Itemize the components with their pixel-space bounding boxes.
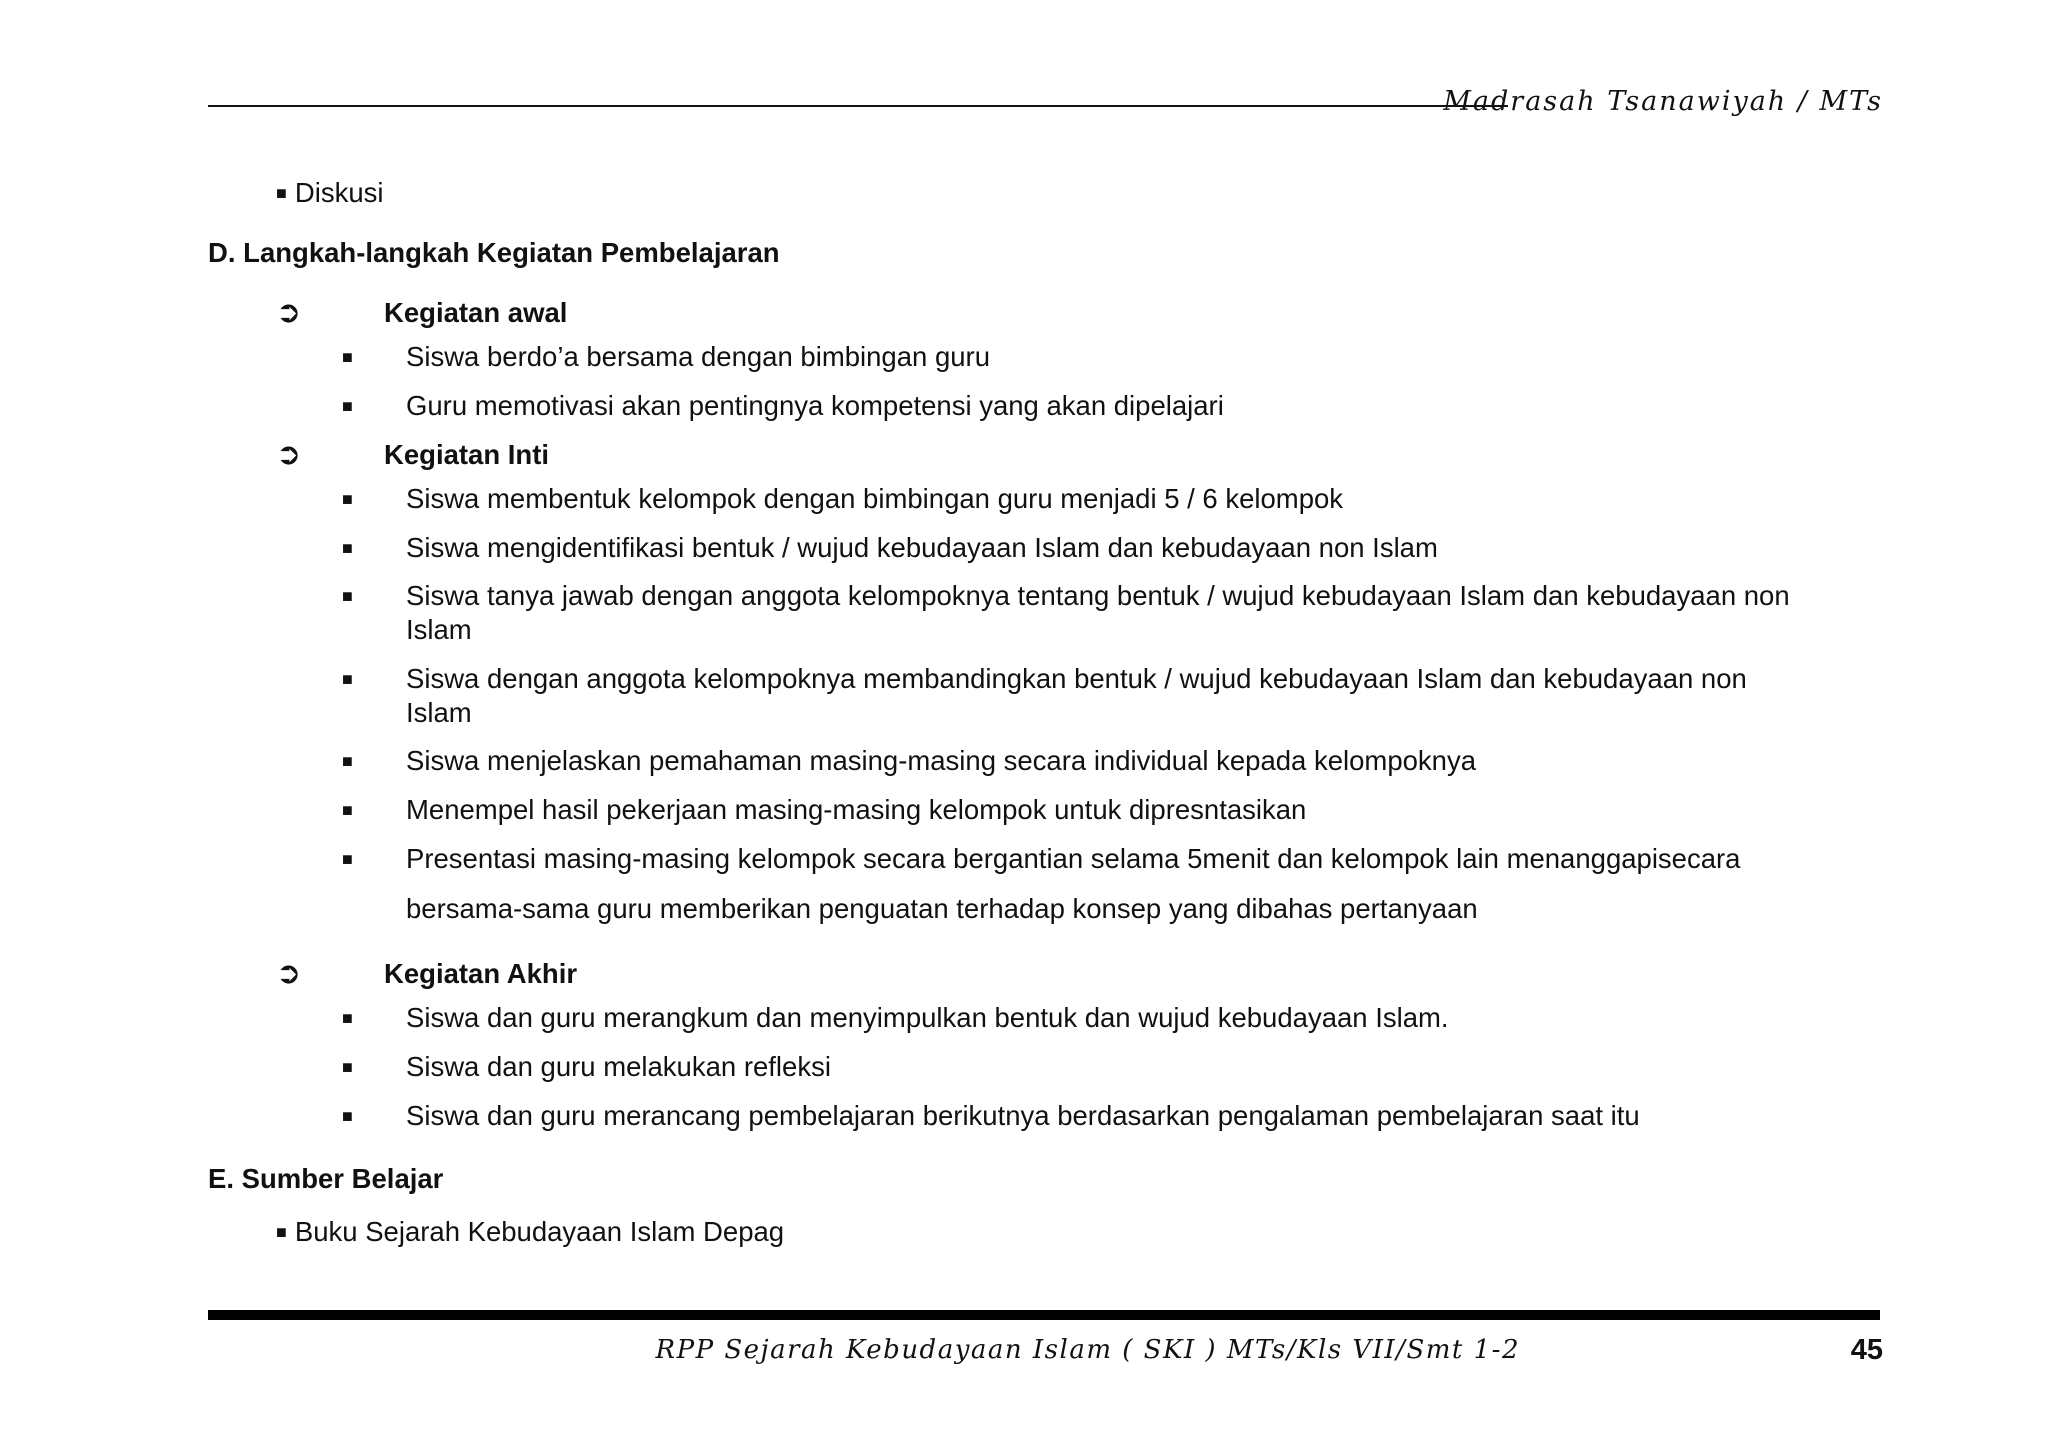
section-e-item-text: Buku Sejarah Kebudayaan Islam Depag [294,1216,785,1247]
arrow-bullet-icon: ➲ [276,437,302,472]
list-item-continuation: bersama-sama guru memberikan penguatan terhadap konsep yang dibahas pertanyaan [406,893,1478,924]
section-d-title: D. Langkah-langkah Kegiatan Pembelajaran [208,237,780,268]
bullet-icon: ■ [276,1222,287,1242]
header-title: Madrasah Tsanawiyah / MTs [1443,86,1883,117]
square-bullet-icon: ■ [342,800,353,820]
list-item: Siswa dan guru merancang pembelajaran berikutnya berdasarkan pengalaman pembelajaran saat itu [406,1100,1640,1131]
list-item: Siswa menjelaskan pemahaman masing-masing secara individual kepada kelompoknya [406,745,1477,776]
square-bullet-icon: ■ [342,1106,353,1126]
page-number: 45 [1850,1334,1883,1366]
square-bullet-icon: ■ [342,1008,353,1028]
list-item: Siswa membentuk kelompok dengan bimbingan guru menjadi 5 / 6 kelompok [406,483,1344,514]
list-item-continuation: Islam [406,614,472,645]
intro-bullet-item [276,176,384,210]
arrow-bullet-icon: ➲ [276,956,302,991]
square-bullet-icon: ■ [342,586,353,606]
square-bullet-icon: ■ [342,396,353,416]
list-item: Menempel hasil pekerjaan masing-masing kelompok untuk dipresntasikan [406,794,1307,825]
list-item: Guru memotivasi akan pentingnya kompetensi yang akan dipelajari [406,390,1224,421]
square-bullet-icon: ■ [342,489,353,509]
bullet-icon: ■ [276,183,287,203]
group-title-kegiatan-inti: Kegiatan Inti [384,439,550,470]
group-title-kegiatan-awal: Kegiatan awal [384,297,568,328]
square-bullet-icon: ■ [342,669,353,689]
section-e-bullet-item [276,1215,784,1249]
footer-rule [208,1310,1880,1320]
square-bullet-icon: ■ [342,538,353,558]
group-title-kegiatan-akhir: Kegiatan Akhir [384,958,578,989]
list-item: Presentasi masing-masing kelompok secara bergantian selama 5menit dan kelompok lain menanggapisecara [406,843,1741,874]
list-item-continuation: Islam [406,697,472,728]
section-e-title: E. Sumber Belajar [208,1163,444,1194]
intro-bullet-text: Diskusi [294,177,384,208]
list-item: Siswa dengan anggota kelompoknya membandingkan bentuk / wujud kebudayaan Islam dan kebudayaan non [406,663,1747,694]
list-item: Siswa mengidentifikasi bentuk / wujud kebudayaan Islam dan kebudayaan non Islam [406,532,1438,563]
square-bullet-icon: ■ [342,751,353,771]
list-item: Siswa dan guru melakukan refleksi [406,1051,831,1082]
header-rule [208,105,1508,107]
square-bullet-icon: ■ [342,849,353,869]
square-bullet-icon: ■ [342,347,353,367]
list-item: Siswa dan guru merangkum dan menyimpulkan bentuk dan wujud kebudayaan Islam. [406,1002,1449,1033]
list-item: Siswa tanya jawab dengan anggota kelompoknya tentang bentuk / wujud kebudayaan Islam dan kebudayaan non [406,580,1790,611]
arrow-bullet-icon: ➲ [276,295,302,330]
list-item: Siswa berdo’a bersama dengan bimbingan guru [406,341,990,372]
square-bullet-icon: ■ [342,1057,353,1077]
footer-title: RPP Sejarah Kebudayaan Islam ( SKI ) MTs/Kls VII/Smt 1-2 [655,1335,1520,1365]
